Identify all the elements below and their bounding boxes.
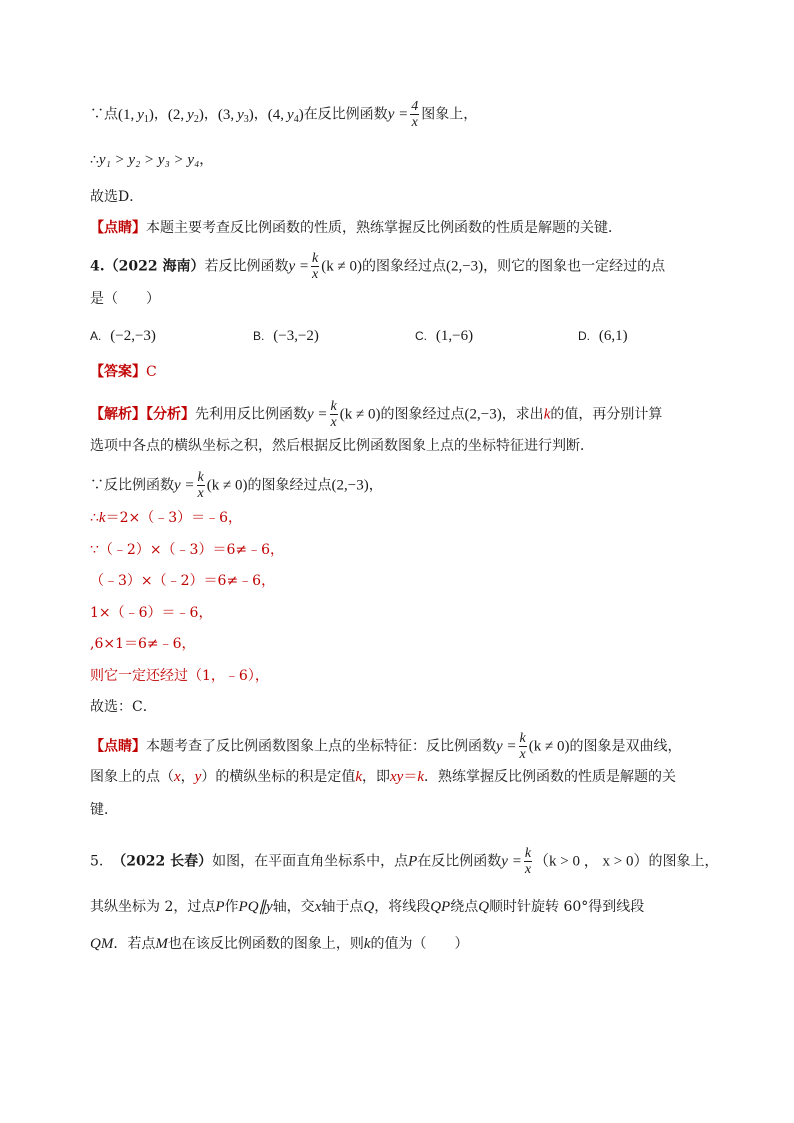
question-5-line3: QM．若点M也在该反比例函数的图象上，则k的值为（ ） [90,936,469,952]
point-3: (3, $y_3$) [217,106,254,125]
fraction-k-over-x: $\frac{k}{x}$ [312,251,319,282]
solution-line-2: ∴k＝2×（﹣3）＝﹣6， [90,510,243,526]
inequality-expression: y₁ > y₂ > y₃ > y₄ [98,152,200,168]
question-5-line2: 其纵坐标为 2，过点P作PQ∥y轴，交x轴于点Q，将线段QP绕点Q顺时针旋转 60°得到线段 [90,899,645,915]
separator: ， [203,106,218,123]
fraction-k-over-x: $\frac{k}{x}$ [524,846,532,877]
tip-text: 本题主要考查反比例函数的性质，熟练掌握反比例函数的性质是解题的关键． [146,220,622,236]
question-number: 5. [90,853,104,870]
option-c: C. (1,−6) [415,328,474,344]
question-4: 4.（2022 海南）若反比例函数y = $\frac{k}{x}$ (k ≠ 0)的图象经过点(2,−3)，则它的图象也一定经过的点 [90,251,666,282]
answer-tag: 【答案】 [90,364,146,380]
because-symbol: ∵点 [90,106,118,123]
question-number: 4. [90,258,105,275]
given-point: (2,−3) [445,258,484,275]
analysis-subtag: 【分析】 [146,406,195,423]
statement-text: 在反比例函数 [303,106,388,123]
solution-line-3: ∵（﹣2）×（﹣3）＝6≠﹣6， [90,542,284,558]
point-2: (2, $y_2$) [167,106,204,125]
question-4-line2: 是（ ） [90,291,160,307]
separator: ， [253,106,268,123]
tip-paragraph-2-line3: 键． [90,802,118,818]
tip-tag: 【点睛】 [90,738,146,755]
points-statement [90,99,477,130]
analysis-tag: 【解析】 [90,406,146,423]
fraction-k-over-x: $\frac{k}{x}$ [519,731,526,762]
solution-line-7: 则它一定还经过（1，﹣6）， [90,668,269,684]
choice-line: 故选D． [90,189,144,205]
option-a: A. (−2,−3) [90,328,156,344]
tip-paragraph-2-line2: 图象上的点（x，y）的横纵坐标的积是定值k，即xy＝k．熟练掌握反比例函数的性质是解题的关 [90,769,677,785]
solution-line-8: 故选：C． [90,699,157,715]
analysis-line-2: 选项中各点的横纵坐标之积，然后根据反比例函数图象上点的坐标特征进行判断． [90,438,594,454]
point-1: (1, $y_1$) [118,106,154,125]
statement-tail: 图象上， [421,106,478,123]
solution-line-1: ∵反比例函数y = $\frac{k}{x}$ (k ≠ 0)的图象经过点(2,−3)， [90,470,383,501]
point-4: (4, $y_4$) [267,106,304,125]
answer-line [90,362,157,382]
solution-line-5: 1×（﹣6）＝﹣6， [90,605,213,621]
fraction-k-over-x: $\frac{k}{x}$ [330,399,337,430]
therefore-symbol: ∴ [90,152,99,168]
separator: ， [153,106,168,123]
equation-lhs: y = [387,106,409,123]
analysis-line-1: 【解析】【分析】先利用反比例函数y = $\frac{k}{x}$ (k ≠ 0)的图象经过点(2,−3)，求出k的值，再分别计算 [90,399,663,430]
tip-paragraph-1 [90,218,622,238]
fraction-k-over-x: $\frac{k}{x}$ [197,470,204,501]
tip-paragraph-2: 【点睛】本题考查了反比例函数图象上点的坐标特征：反比例函数y = $\frac{k}{x}$ (k ≠ 0)的图象是双曲线， [90,731,682,762]
answer-value: C [146,364,157,380]
tip-tag: 【点睛】 [90,220,146,236]
option-b: B. (−3,−2) [253,328,319,344]
solution-line-6: ,6×1＝6≠﹣6， [90,636,196,652]
question-source: （2022 海南） [104,258,205,275]
inequality-line: ∴y₁ > y₂ > y₃ > y₄， [90,152,214,168]
question-5: 5. （2022 长春）如图，在平面直角坐标系中，点P在反比例函数y = $\frac{k}{x}$ （k > 0 ， x > 0）的图象上， [90,846,719,877]
option-d: D. (6,1) [578,328,628,344]
fraction-4-over-x: $\frac{4}{x}$ [411,99,419,130]
question-source: （2022 长春） [112,853,213,870]
solution-line-4: （﹣3）×（﹣2）＝6≠﹣6， [90,573,276,589]
